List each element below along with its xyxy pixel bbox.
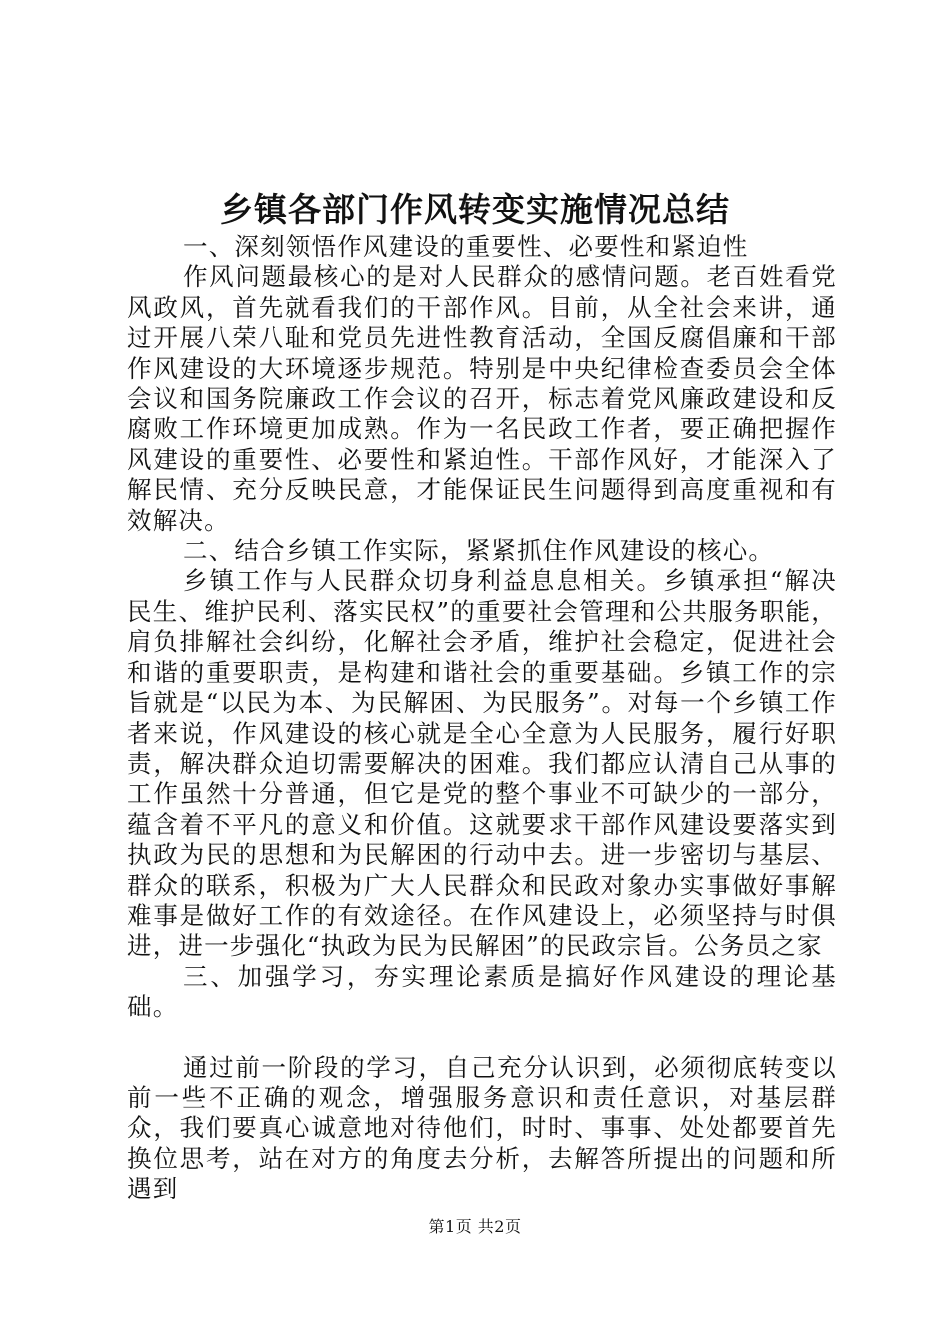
body-paragraph-2: 乡镇工作与人民群众切身利益息息相关。乡镇承担“解决民生、维护民利、落实民权”的重要社会管理和公共服务职能，肩负排解社会纠纷，化解社会矛盾，维护社会稳定，促进社会和谐的重要职责，是构建和谐社会的重要基础。乡镇工作的宗旨就是“以民为本、为民解困、为民服务”。对每一个乡镇工作者来说，作风建设的核心就是全心全意为人民服务，履行好职责，解决群众迫切需要解决的困难。我们都应认清自己从事的工作虽然十分普通，但它是党的整个事业不可缺少的一部分，蕴含着不平凡的意义和价值。这就要求干部作风建设要落实到执政为民的思想和为民解困的行动中去。进一步密切与基层、群众的联系，积极为广大人民群众和民政对象办实事做好事解难事是做好工作的有效途径。在作风建设上，必须坚持与时俱进，进一步强化“执政为民为民解困”的民政宗旨。公务员之家: [127, 566, 837, 961]
section-heading-3: 三、加强学习，夯实理论素质是搞好作风建设的理论基础。: [127, 961, 837, 1022]
document-body: [127, 232, 837, 1205]
body-paragraph-3: 通过前一阶段的学习，自己充分认识到，必须彻底转变以前一些不正确的观念，增强服务意识和责任意识，对基层群众，我们要真心诚意地对待他们，时时、事事、处处都要首先换位思考，站在对方的角度去分析，去解答所提出的问题和所遇到: [127, 1052, 837, 1204]
section-heading-2: 二、结合乡镇工作实际，紧紧抓住作风建设的核心。: [183, 536, 775, 566]
document-title: 乡镇各部门作风转变实施情况总结: [220, 190, 730, 229]
paragraph-spacer: [127, 1023, 837, 1053]
body-paragraph-1: 作风问题最核心的是对人民群众的感情问题。老百姓看党风政风，首先就看我们的干部作风。目前，从全社会来讲，通过开展八荣八耻和党员先进性教育活动，全国反腐倡廉和干部作风建设的大环境逐步规范。特别是中央纪律检查委员会全体会议和国务院廉政工作会议的召开，标志着党风廉政建设和反腐败工作环境更加成熟。作为一名民政工作者，要正确把握作风建设的重要性、必要性和紧迫性。干部作风好，才能深入了解民情、充分反映民意，才能保证民生问题得到高度重视和有效解决。: [127, 262, 837, 535]
section-heading-1: 一、深刻领悟作风建设的重要性、必要性和紧迫性: [183, 232, 749, 261]
page-number-footer: 第1页 共2页: [428, 1217, 522, 1236]
